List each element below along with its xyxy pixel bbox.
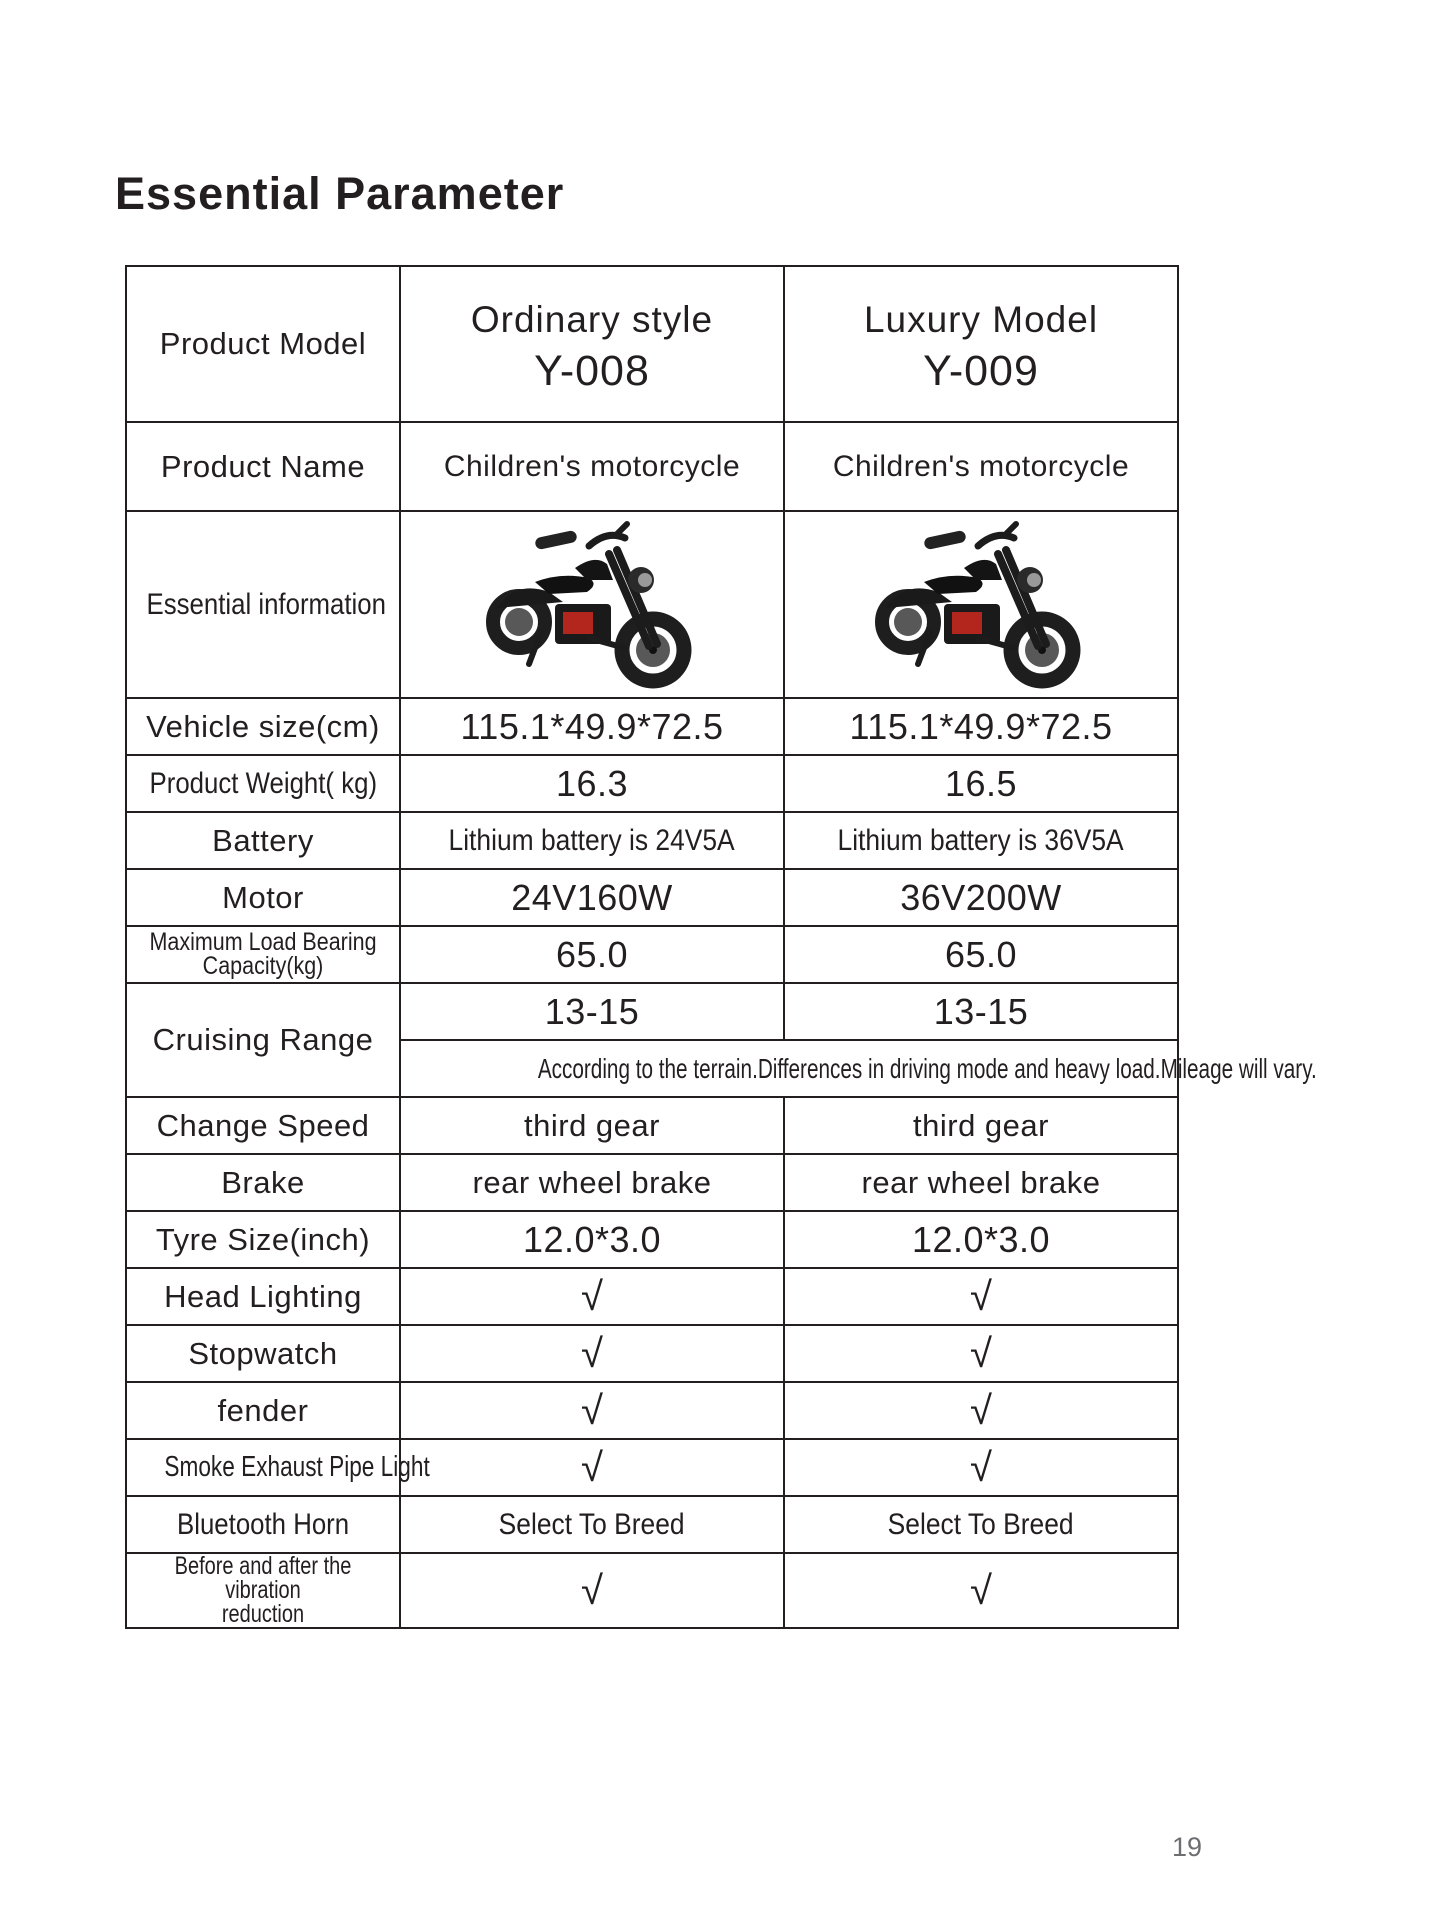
row-label (126, 1496, 400, 1553)
motorcycle-image (866, 520, 1096, 690)
y009-value (784, 755, 1178, 812)
check-mark-icon: √ (970, 1445, 992, 1490)
brake-label: Brake (221, 1164, 305, 1200)
cruising-range-note: According to the terrain.Differences in driving mode and heavy load.Mileage will vary. (537, 1052, 1317, 1084)
y009-value (784, 926, 1178, 983)
y009-model-cell (784, 266, 1178, 422)
table-row-fender (126, 1382, 1178, 1439)
motorcycle-image (477, 520, 707, 690)
check-mark-icon: √ (581, 1568, 603, 1613)
y009-change-speed: third gear (913, 1107, 1049, 1143)
y009-bluetooth-horn: Select To Breed (888, 1507, 1074, 1541)
y008-model-code: Y-008 (534, 346, 650, 395)
y009-value (784, 1211, 1178, 1268)
y008-max-load: 65.0 (555, 933, 629, 975)
y009-value (784, 698, 1178, 755)
y009-tyre-size: 12.0*3.0 (911, 1218, 1051, 1260)
y008-value (400, 755, 784, 812)
y008-value (400, 422, 784, 511)
bluetooth-horn-label: Bluetooth Horn (176, 1507, 350, 1541)
max-load-label-line2: Capacity(kg) (202, 952, 324, 980)
product-name-label: Product Name (160, 448, 366, 484)
row-label (126, 1325, 400, 1382)
page-number: 19 (1172, 1832, 1203, 1862)
row-label (126, 1553, 400, 1628)
motor-label: Motor (222, 879, 304, 915)
check-mark-icon: √ (581, 1331, 603, 1376)
row-label (126, 1154, 400, 1211)
y008-value (400, 698, 784, 755)
table-row-vehicle-size (126, 698, 1178, 755)
y008-battery: Lithium battery is 24V5A (448, 823, 736, 857)
page-title: Essential Parameter (115, 168, 565, 219)
fender-label: fender (217, 1392, 309, 1428)
y008-image-cell (400, 511, 784, 698)
y008-value (400, 1154, 784, 1211)
row-label (126, 812, 400, 869)
row-label (126, 869, 400, 926)
head-lighting-label: Head Lighting (164, 1278, 362, 1314)
y009-value (784, 1496, 1178, 1553)
y008-brake: rear wheel brake (472, 1164, 712, 1200)
check-mark-icon: √ (970, 1568, 992, 1613)
essential-information-label: Essential information (146, 587, 386, 621)
y008-value (400, 983, 784, 1040)
y008-cruising-range: 13-15 (544, 990, 640, 1032)
table-row-battery (126, 812, 1178, 869)
vibration-label-line1: Before and after the vibration (174, 1552, 352, 1604)
vehicle-size-label: Vehicle size(cm) (146, 708, 380, 744)
parameter-table (125, 265, 1317, 1629)
y009-value (784, 869, 1178, 926)
row-label (126, 698, 400, 755)
check-mark-icon: √ (970, 1274, 992, 1319)
y009-battery: Lithium battery is 36V5A (837, 823, 1125, 857)
y008-value (400, 1268, 784, 1325)
table-row-head-lighting (126, 1268, 1178, 1325)
y008-vehicle-size: 115.1*49.9*72.5 (460, 705, 724, 747)
y009-image-cell (784, 511, 1178, 698)
y009-product-weight: 16.5 (944, 762, 1018, 804)
row-label (126, 1382, 400, 1439)
product-model-label: Product Model (159, 326, 367, 361)
ordinary-style-label: Ordinary style (470, 298, 714, 340)
y009-model-code: Y-009 (923, 346, 1039, 395)
check-mark-icon: √ (970, 1388, 992, 1433)
y009-value (784, 1154, 1178, 1211)
y008-value (400, 1211, 784, 1268)
row-label (126, 266, 400, 422)
y008-value (400, 1382, 784, 1439)
table-row-cruising-range (126, 983, 1178, 1040)
y009-value (784, 1382, 1178, 1439)
row-label (126, 1268, 400, 1325)
y009-max-load: 65.0 (944, 933, 1018, 975)
y008-tyre-size: 12.0*3.0 (522, 1218, 662, 1260)
y008-value (400, 869, 784, 926)
cruising-note-cell (400, 1040, 1317, 1097)
table-row-stopwatch (126, 1325, 1178, 1382)
row-label (126, 1211, 400, 1268)
table-row-brake (126, 1154, 1178, 1211)
table-row-smoke-light (126, 1439, 1178, 1496)
row-label (126, 422, 400, 511)
y009-value (784, 1439, 1178, 1496)
y009-value (784, 422, 1178, 511)
table-row-vibration-reduction (126, 1553, 1178, 1628)
y008-value (400, 812, 784, 869)
check-mark-icon: √ (970, 1331, 992, 1376)
table-row-essential-information (126, 511, 1178, 698)
y009-vehicle-size: 115.1*49.9*72.5 (849, 705, 1113, 747)
y008-value (400, 1439, 784, 1496)
table-row-product-model (126, 266, 1178, 422)
table-row-motor (126, 869, 1178, 926)
table-row-product-name (126, 422, 1178, 511)
y008-bluetooth-horn: Select To Breed (499, 1507, 685, 1541)
y008-change-speed: third gear (524, 1107, 660, 1143)
row-label (126, 755, 400, 812)
table-row-tyre-size (126, 1211, 1178, 1268)
y008-value (400, 1496, 784, 1553)
y009-value (784, 812, 1178, 869)
y008-model-cell (400, 266, 784, 422)
y008-value (400, 1097, 784, 1154)
tyre-size-label: Tyre Size(inch) (155, 1221, 371, 1257)
y008-value (400, 1325, 784, 1382)
y009-value (784, 1325, 1178, 1382)
y008-value (400, 926, 784, 983)
product-weight-label: Product Weight( kg) (149, 766, 377, 800)
battery-label: Battery (212, 822, 314, 858)
y009-motor: 36V200W (900, 876, 1062, 918)
table-row-bluetooth-horn (126, 1496, 1178, 1553)
row-label (126, 1439, 430, 1496)
y009-value (784, 1097, 1178, 1154)
y009-value (784, 1553, 1178, 1628)
y009-value (784, 983, 1178, 1040)
luxury-model-label: Luxury Model (863, 298, 1099, 340)
cruising-range-label: Cruising Range (152, 1022, 374, 1057)
check-mark-icon: √ (581, 1388, 603, 1433)
y009-value (784, 1268, 1178, 1325)
max-load-label (149, 930, 376, 978)
row-label (126, 511, 400, 698)
change-speed-label: Change Speed (156, 1107, 370, 1143)
vibration-reduction-label (154, 1554, 372, 1626)
check-mark-icon: √ (581, 1274, 603, 1319)
table-row-product-weight (126, 755, 1178, 812)
table-row-max-load (126, 926, 1178, 983)
y009-brake: rear wheel brake (861, 1164, 1101, 1200)
row-label (126, 1097, 400, 1154)
row-label (126, 983, 400, 1097)
y008-product-weight: 16.3 (555, 762, 629, 804)
max-load-label-line1: Maximum Load Bearing (149, 928, 377, 956)
y009-product-name: Children's motorcycle (832, 449, 1130, 483)
vibration-label-line2: reduction (221, 1600, 305, 1628)
table-row-change-speed (126, 1097, 1178, 1154)
check-mark-icon: √ (581, 1445, 603, 1490)
y008-product-name: Children's motorcycle (443, 449, 741, 483)
row-label (126, 926, 400, 983)
y008-value (400, 1553, 784, 1628)
y008-motor: 24V160W (511, 876, 673, 918)
y009-cruising-range: 13-15 (933, 990, 1029, 1032)
stopwatch-label: Stopwatch (188, 1335, 338, 1371)
smoke-light-label: Smoke Exhaust Pipe Light (164, 1451, 430, 1483)
